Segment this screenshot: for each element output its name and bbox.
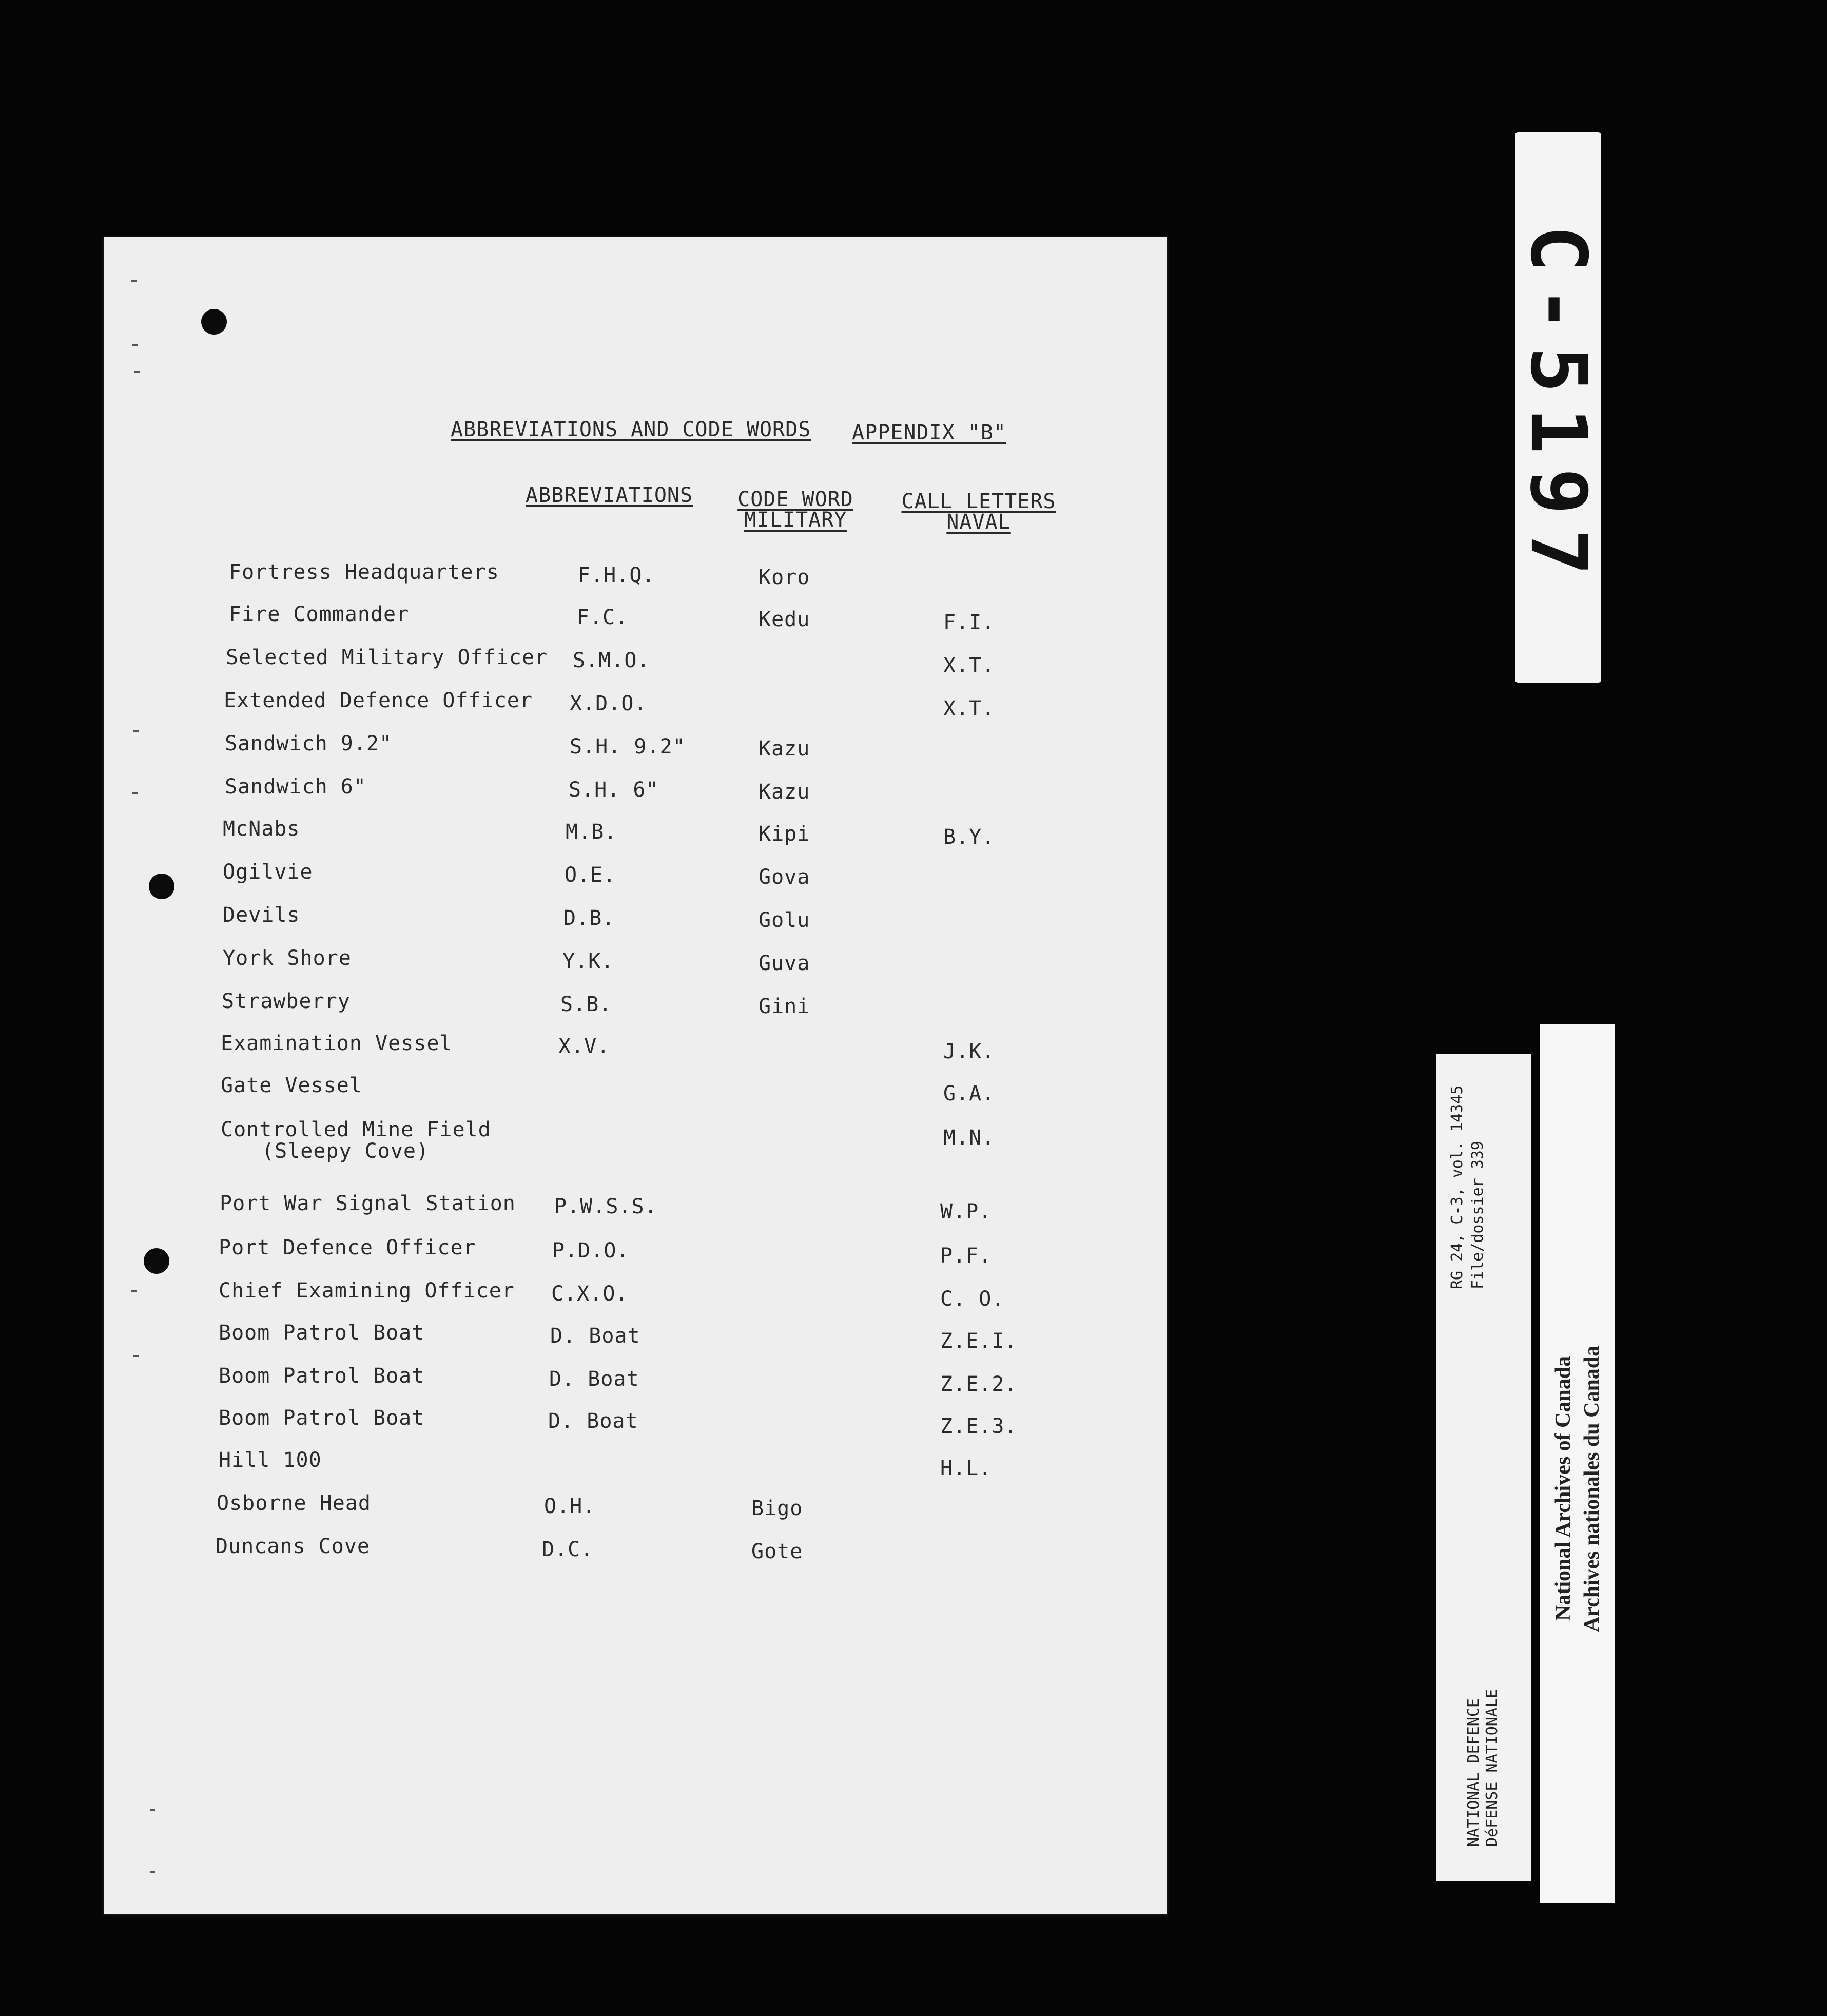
margin-mark [131,1290,137,1292]
row-call-letters: Z.E.3. [940,1414,1018,1438]
reel-number [1515,132,1601,683]
row-name: Fire Commander [229,603,410,626]
punch-hole-middle [149,874,174,899]
row-call-letters: G.A. [943,1082,995,1106]
row-abbreviation: F.H.Q. [578,564,655,587]
col-header-call-letters: CALL LETTERS [901,490,1056,513]
row-abbreviation: X.D.O. [570,692,647,715]
margin-mark [133,1355,139,1357]
row-call-letters: B.Y. [943,825,995,849]
row-name: Ogilvie [223,860,313,884]
archive-ref-line1: RG 24, C-3, vol. 14345 [1448,1085,1466,1289]
punch-hole-bottom [144,1248,169,1274]
row-code-word: Gova [759,865,810,889]
row-name: Boom Patrol Boat [219,1364,425,1388]
row-abbreviation: S.M.O. [573,649,650,672]
department-line1: NATIONAL DEFENCE [1465,1698,1483,1847]
reel-number-text: C-5197 [1513,225,1603,590]
row-name: McNabs [223,817,300,841]
row-code-word: Koro [759,566,810,589]
margin-mark [132,344,138,346]
row-name: Sandwich 9.2" [225,732,393,755]
row-abbreviation: X.V. [558,1035,610,1058]
row-name-subtitle: (Sleepy Cove) [262,1139,430,1163]
punch-hole-top [201,309,227,335]
row-code-word: Kipi [759,822,810,846]
row-call-letters: W.P. [940,1200,992,1224]
row-abbreviation: O.H. [544,1495,596,1518]
row-abbreviation: D. Boat [549,1367,639,1391]
row-abbreviation: D. Boat [550,1324,640,1348]
row-abbreviation: S.H. 9.2" [570,735,686,759]
document-sheet [104,237,1167,1914]
row-code-word: Guva [759,952,810,975]
row-call-letters: X.T. [943,654,995,677]
row-abbreviation: Y.K. [562,949,614,973]
row-name: Duncans Cove [216,1535,370,1558]
archives-name-fr: Archives nationales du Canada [1580,1345,1604,1632]
margin-mark [150,1809,155,1811]
margin-mark [133,730,139,732]
row-name: Fortress Headquarters [229,560,499,584]
row-abbreviation: D.C. [542,1538,594,1561]
archive-ref-line2: File/dossier 339 [1469,1141,1487,1289]
row-call-letters: F.I. [943,611,995,634]
row-name: Extended Defence Officer [224,689,533,712]
col-header-code-word: CODE WORD [737,488,853,511]
row-name: Strawberry [222,990,351,1013]
col-header-abbreviations: ABBREVIATIONS [526,483,693,507]
row-call-letters: Z.E.I. [940,1329,1018,1353]
row-name: Port Defence Officer [219,1236,476,1259]
row-abbreviation: D.B. [563,906,615,930]
row-code-word: Kazu [759,780,810,804]
col-header-military: MILITARY [744,508,847,532]
row-name: Boom Patrol Boat [219,1406,425,1430]
row-code-word: Golu [759,908,810,932]
row-abbreviation: P.W.S.S. [554,1195,657,1218]
row-code-word: Bigo [751,1497,803,1520]
row-name: Controlled Mine Field [221,1118,491,1141]
row-name: Osborne Head [217,1491,371,1515]
margin-mark [131,280,137,282]
row-name: Chief Examining Officer [219,1279,515,1303]
row-abbreviation: D. Boat [548,1409,638,1433]
row-call-letters: P.F. [940,1244,992,1268]
row-abbreviation: O.E. [565,863,616,887]
row-name: Boom Patrol Boat [219,1321,425,1345]
margin-mark [150,1871,155,1873]
row-call-letters: H.L. [940,1457,992,1480]
row-name: Sandwich 6" [225,775,366,799]
row-name: Examination Vessel [221,1032,453,1055]
col-header-naval: NAVAL [946,510,1011,534]
row-code-word: Kedu [759,608,810,631]
row-call-letters: X.T. [943,697,995,721]
archives-name-en: National Archives of Canada [1551,1355,1575,1621]
row-abbreviation: F.C. [577,606,629,629]
row-call-letters: J.K. [943,1040,995,1063]
appendix-label: APPENDIX "B" [852,421,1006,444]
row-code-word: Gini [759,995,810,1018]
row-call-letters: M.N. [943,1126,995,1150]
row-abbreviation: S.B. [560,993,612,1016]
row-name: Gate Vessel [221,1074,362,1097]
row-code-word: Gote [751,1540,803,1563]
row-call-letters: C. O. [940,1287,1005,1311]
row-abbreviation: C.X.O. [551,1282,629,1306]
row-name: Selected Military Officer [226,646,548,669]
row-name: Port War Signal Station [220,1192,516,1215]
row-name: York Shore [223,946,352,970]
row-abbreviation: M.B. [566,820,617,844]
margin-mark [134,371,140,373]
margin-mark [132,792,138,794]
row-abbreviation: P.D.O. [552,1239,630,1263]
row-call-letters: Z.E.2. [940,1372,1018,1396]
row-name: Hill 100 [219,1448,322,1472]
row-code-word: Kazu [759,737,810,761]
row-name: Devils [223,903,300,927]
document-title: ABBREVIATIONS AND CODE WORDS [451,418,811,441]
department-line2: DéFENSE NATIONALE [1483,1689,1501,1847]
row-abbreviation: S.H. 6" [569,778,659,802]
